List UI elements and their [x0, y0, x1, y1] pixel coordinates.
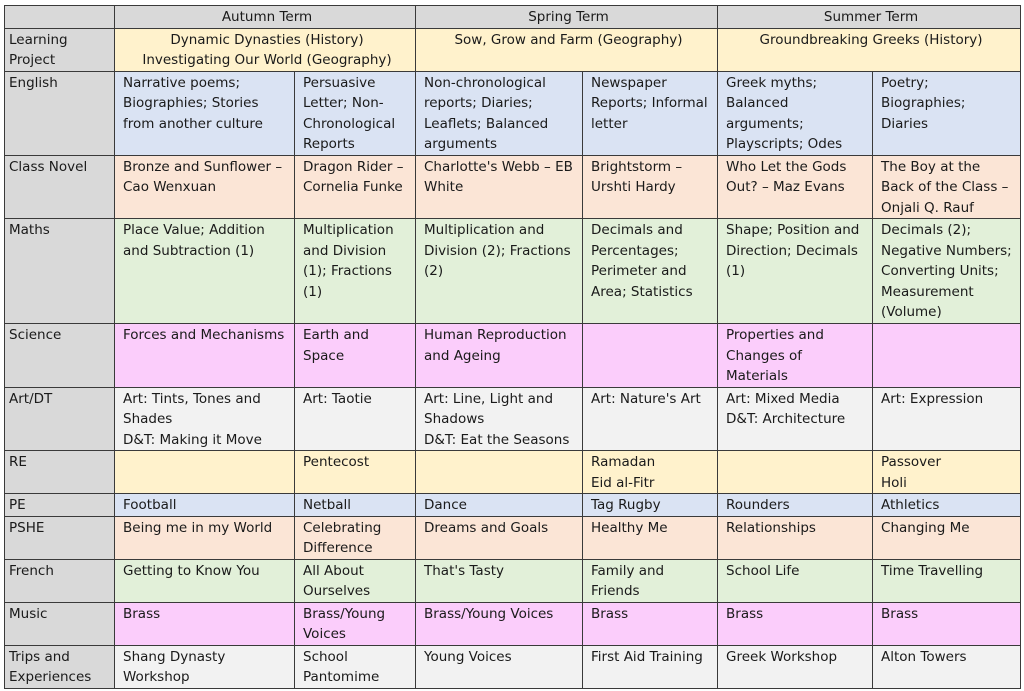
subject-label: PSHE [5, 516, 115, 559]
english-cell: Non-chronological reports; Diaries; Leaflets; Balanced arguments [416, 71, 583, 155]
autumn-project [115, 28, 416, 71]
subject-label: PE [5, 494, 115, 517]
re-cell [718, 451, 873, 494]
re-cell [115, 451, 295, 494]
french-cell: That's Tasty [416, 559, 583, 602]
learning-project-row [5, 28, 1021, 71]
subject-label: Art/DT [5, 387, 115, 451]
art-dt-line: Art: Tints, Tones and Shades [123, 390, 261, 427]
music-cell: Brass [873, 602, 1021, 645]
subject-label: French [5, 559, 115, 602]
trips-cell: Young Voices [416, 645, 583, 688]
subject-label: Maths [5, 219, 115, 324]
subject-label: Music [5, 602, 115, 645]
art-dt-line: D&T: Eat the Seasons [424, 431, 570, 448]
science-cell: Properties and Changes of Materials [718, 324, 873, 388]
art-dt-line: D&T: Architecture [726, 411, 846, 427]
subject-label: Trips and Experiences [5, 645, 115, 688]
english-cell: Newspaper Reports; Informal letter [583, 71, 718, 155]
subject-label: Science [5, 324, 115, 388]
english-cell: Persuasive Letter; Non-Chronological Reports [295, 71, 416, 155]
class-novel-cell: Brightstorm – Urshti Hardy [583, 155, 718, 219]
science-cell [873, 324, 1021, 388]
trips-cell: Greek Workshop [718, 645, 873, 688]
re-line: Ramadan [591, 454, 656, 470]
art-dt-line: Art: Nature's Art [591, 390, 701, 407]
maths-cell: Multiplication and Division (1); Fractions (1) [295, 219, 416, 324]
science-cell: Human Reproduction and Ageing [416, 324, 583, 388]
re-line: Passover [881, 454, 941, 470]
pshe-cell: Being me in my World [115, 516, 295, 559]
science-cell: Forces and Mechanisms [115, 324, 295, 388]
term-header-row [5, 6, 1021, 29]
art-dt-line: Art: Mixed Media [726, 390, 840, 407]
autumn-term-header: Autumn Term [115, 6, 416, 29]
re-cell [295, 451, 416, 494]
subject-label: English [5, 71, 115, 155]
summer-project: Groundbreaking Greeks (History) [718, 28, 1021, 71]
maths-cell: Shape; Position and Direction; Decimals (1) [718, 219, 873, 324]
french-cell: Getting to Know You [115, 559, 295, 602]
french-row [5, 559, 1021, 602]
spring-term-header: Spring Term [416, 6, 718, 29]
class-novel-row [5, 155, 1021, 219]
curriculum-table [4, 5, 1021, 689]
pe-cell: Dance [416, 494, 583, 517]
pshe-cell: Celebrating Difference [295, 516, 416, 559]
music-row [5, 602, 1021, 645]
pe-row [5, 494, 1021, 517]
spring-project: Sow, Grow and Farm (Geography) [416, 28, 718, 71]
french-cell: School Life [718, 559, 873, 602]
subject-label: RE [5, 451, 115, 494]
re-line: Holi [881, 474, 907, 491]
science-cell: Earth and Space [295, 324, 416, 388]
art-dt-cell [416, 387, 583, 451]
autumn-project-line: Dynamic Dynasties (History) [170, 31, 364, 48]
english-cell: Poetry; Biographies; Diaries [873, 71, 1021, 155]
music-cell: Brass [583, 602, 718, 645]
english-cell: Greek myths; Balanced arguments; Playscripts; Odes [718, 71, 873, 155]
pe-cell: Rounders [718, 494, 873, 517]
pshe-cell: Healthy Me [583, 516, 718, 559]
french-cell: Time Travelling [873, 559, 1021, 602]
maths-cell: Place Value; Addition and Subtraction (1) [115, 219, 295, 324]
art-dt-cell [873, 387, 1021, 451]
music-cell: Brass/Young Voices [295, 602, 416, 645]
class-novel-cell: Bronze and Sunflower – Cao Wenxuan [115, 155, 295, 219]
art-dt-row [5, 387, 1021, 451]
art-dt-line: Art: Taotie [303, 390, 372, 407]
pe-cell: Football [115, 494, 295, 517]
french-cell: All About Ourselves [295, 559, 416, 602]
corner-cell [5, 6, 115, 29]
class-novel-cell: Charlotte's Webb – EB White [416, 155, 583, 219]
french-cell: Family and Friends [583, 559, 718, 602]
re-line: Eid al-Fitr [591, 474, 655, 491]
re-cell [416, 451, 583, 494]
pshe-cell: Changing Me [873, 516, 1021, 559]
english-row [5, 71, 1021, 155]
re-cell [873, 451, 1021, 494]
autumn-project-line: Investigating Our World (Geography) [142, 52, 392, 68]
pshe-cell: Dreams and Goals [416, 516, 583, 559]
art-dt-line: Art: Expression [881, 390, 984, 407]
subject-label: Class Novel [5, 155, 115, 219]
summer-term-header: Summer Term [718, 6, 1021, 29]
music-cell: Brass/Young Voices [416, 602, 583, 645]
pe-cell: Netball [295, 494, 416, 517]
pe-cell: Tag Rugby [583, 494, 718, 517]
subject-label: Learning Project [5, 28, 115, 71]
english-cell: Narrative poems; Biographies; Stories from another culture [115, 71, 295, 155]
re-cell [583, 451, 718, 494]
maths-cell: Decimals (2); Negative Numbers; Converting Units; Measurement (Volume) [873, 219, 1021, 324]
science-cell [583, 324, 718, 388]
trips-cell: First Aid Training [583, 645, 718, 688]
art-dt-line: Art: Line, Light and Shadows [424, 390, 554, 427]
pe-cell: Athletics [873, 494, 1021, 517]
trips-cell: Shang Dynasty Workshop [115, 645, 295, 688]
re-row [5, 451, 1021, 494]
art-dt-cell [718, 387, 873, 451]
class-novel-cell: The Boy at the Back of the Class – Onjali Q. Rauf [873, 155, 1021, 219]
maths-cell: Multiplication and Division (2); Fractions (2) [416, 219, 583, 324]
pshe-cell: Relationships [718, 516, 873, 559]
maths-cell: Decimals and Percentages; Perimeter and Area; Statistics [583, 219, 718, 324]
music-cell: Brass [115, 602, 295, 645]
class-novel-cell: Dragon Rider – Cornelia Funke [295, 155, 416, 219]
science-row [5, 324, 1021, 388]
pshe-row [5, 516, 1021, 559]
maths-row [5, 219, 1021, 324]
trips-cell: School Pantomime [295, 645, 416, 688]
trips-row [5, 645, 1021, 688]
art-dt-line: D&T: Making it Move [123, 431, 262, 448]
art-dt-cell [295, 387, 416, 451]
music-cell: Brass [718, 602, 873, 645]
art-dt-cell [583, 387, 718, 451]
trips-cell: Alton Towers [873, 645, 1021, 688]
re-line: Pentecost [303, 454, 370, 470]
art-dt-cell [115, 387, 295, 451]
class-novel-cell: Who Let the Gods Out? – Maz Evans [718, 155, 873, 219]
